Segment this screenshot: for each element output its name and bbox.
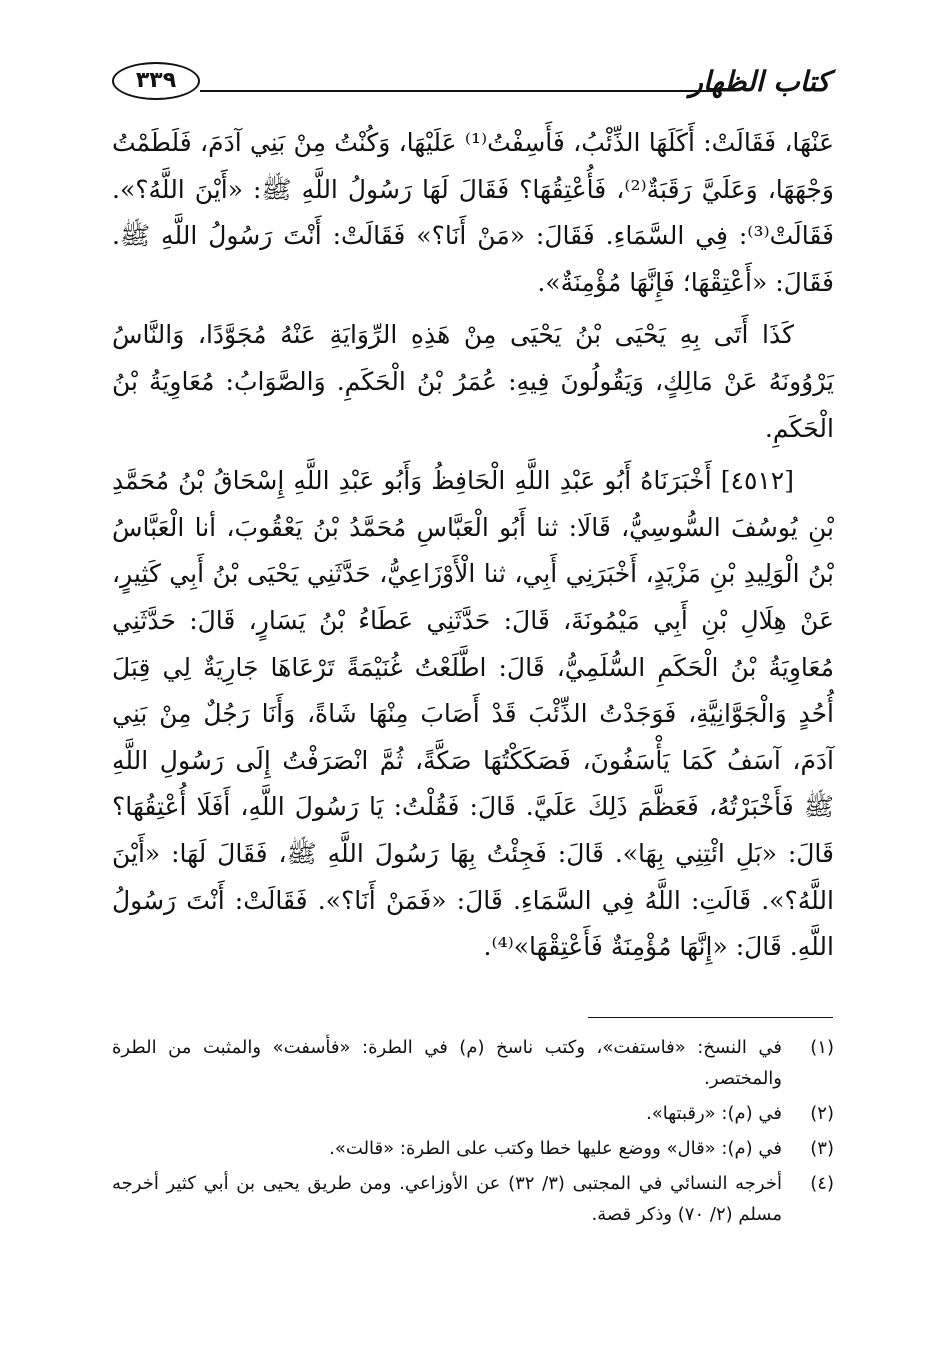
page-header — [112, 62, 830, 106]
paragraph-hadith-ending: عَنْهَا، فَقَالَتْ: أَكَلَهَا الذِّئْبُ، فَأَسِفْتُ⁽¹⁾ عَلَيْهَا، وَكُنْتُ مِنْ بَنِي آدَمَ، فَلَطَمْتُ وَجْهَهَا، وَعَلَيَّ رَقَبَةٌ⁽²⁾، فَأُعْتِقُهَا؟ فَقَالَ لَهَا رَسُولُ اللَّهِ ﷺ: «أَيْنَ اللَّهُ؟». فَقَالَتْ⁽³⁾: فِي السَّمَاءِ. فَقَالَ: «مَنْ أَنَا؟» فَقَالَتْ: أَنْتَ رَسُولُ اللَّهِ ﷺ. فَقَالَ: «أَعْتِقْهَا؛ فَإِنَّهَا مُؤْمِنَةٌ». — [112, 128, 834, 297]
footnote-number: (٣) — [810, 1138, 834, 1159]
footnote-text: في النسخ: «فاستفت»، وكتب ناسخ (م) في الطرة: «فأسفت» والمثبت من الطرة والمختصر. — [112, 1037, 782, 1089]
footnote-text: في (م): «رقبتها». — [646, 1103, 782, 1124]
footnotes — [112, 1032, 834, 1234]
book-title: كتاب الظهار — [689, 65, 830, 98]
footnote-4 — [112, 1168, 834, 1230]
footnote-text: في (م): «قال» ووضع عليها خطا وكتب على الطرة: «قالت». — [329, 1138, 782, 1159]
footnote-3 — [112, 1133, 834, 1164]
paragraph-commentary: كَذَا أَتَى بِهِ يَحْيَى بْنُ يَحْيَى مِنْ هَذِهِ الرِّوَايَةِ عَنْهُ مُجَوَّدًا، وَالنَّاسُ يَرْوُونَهُ عَنْ مَالِكٍ، وَيَقُولُونَ فِيهِ: عُمَرُ بْنُ الْحَكَمِ. وَالصَّوَابُ: مُعَاوِيَةُ بْنُ الْحَكَمِ. — [112, 320, 834, 443]
page-number: ٣٣٩ — [112, 62, 200, 100]
footnote-number: (١) — [810, 1037, 834, 1058]
footnote-text: أخرجه النسائي في المجتبى (٣/ ٣٢) عن الأوزاعي. ومن طريق يحيى بن أبي كثير أخرجه مسلم (٢/ ٧٠) وذكر قصة. — [112, 1173, 782, 1225]
main-text — [112, 120, 834, 971]
footnote-2 — [112, 1098, 834, 1129]
footnote-number: (٤) — [810, 1173, 834, 1194]
footnote-number: (٢) — [810, 1103, 834, 1124]
footnote-1 — [112, 1032, 834, 1094]
paragraph-hadith-4512: [٤٥١٢] أَخْبَرَنَاهُ أَبُو عَبْدِ اللَّهِ الْحَافِظُ وَأَبُو عَبْدِ اللَّهِ إِسْحَاقُ بْنُ مُحَمَّدِ بْنِ يُوسُفَ السُّوسِيُّ، قَالَا: ثنا أَبُو الْعَبَّاسِ مُحَمَّدُ بْنُ يَعْقُوبَ، أنا الْعَبَّاسُ بْنُ الْوَلِيدِ بْنِ مَزْيَدٍ، أَخْبَرَنِي أَبِي، ثنا الْأَوْزَاعِيُّ، حَدَّثَنِي يَحْيَى بْنُ أَبِي كَثِيرٍ، عَنْ هِلَالِ بْنِ أَبِي مَيْمُونَةَ، قَالَ: حَدَّثَنِي عَطَاءُ بْنُ يَسَارٍ، قَالَ: حَدَّثَنِي مُعَاوِيَةُ بْنُ الْحَكَمِ السُّلَمِيُّ، قَالَ: اطَّلَعْتُ غُنَيْمَةً تَرْعَاهَا جَارِيَةٌ لِي قِبَلَ أُحُدٍ وَالْجَوَّانِيَّةِ، فَوَجَدْتُ الذِّئْبَ قَدْ أَصَابَ مِنْهَا شَاةً، وَأَنَا رَجُلٌ مِنْ بَنِي آدَمَ، آسَفُ كَمَا يَأْسَفُونَ، فَصَكَكْتُهَا صَكَّةً، ثُمَّ انْصَرَفْتُ إِلَى رَسُولِ اللَّهِ ﷺ فَأَخْبَرْتُهُ، فَعَظَّمَ ذَلِكَ عَلَيَّ. قَالَ: فَقُلْتُ: يَا رَسُولَ اللَّهِ، أَفَلَا أُعْتِقُهَا؟ قَالَ: «بَلِ ائْتِنِي بِهَا». قَالَ: فَجِئْتُ بِهَا رَسُولَ اللَّهِ ﷺ، فَقَالَ لَهَا: «أَيْنَ اللَّهُ؟». قَالَتِ: اللَّهُ فِي السَّمَاءِ. قَالَ: «فَمَنْ أَنَا؟». فَقَالَتْ: أَنْتَ رَسُولُ اللَّهِ. قَالَ: «إِنَّهَا مُؤْمِنَةٌ فَأَعْتِقْهَا»⁽⁴⁾. — [112, 466, 834, 962]
footnote-separator — [588, 1017, 833, 1018]
header-rule — [200, 90, 718, 92]
